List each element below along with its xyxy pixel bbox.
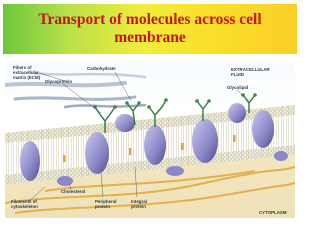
label-glycoprotein: Glycoprotein (45, 79, 73, 84)
title-line-1: Transport of molecules across cell (38, 11, 262, 28)
label-fibers-2: extracellular (13, 70, 39, 75)
title-banner (3, 4, 297, 54)
label-peripheral-1: Peripheral (95, 199, 117, 204)
label-extracellular-2: FLUID (231, 72, 244, 77)
label-cytoplasm: CYTOPLASM (259, 210, 287, 215)
label-cholesterol: Cholesterol (61, 189, 86, 194)
label-extracellular-1: EXTRACELLULAR (231, 67, 270, 72)
label-filaments-2: cytoskeleton (11, 204, 38, 209)
label-carbohydrate: Carbohydrate (87, 66, 116, 71)
title-line-2: membrane (114, 29, 186, 46)
membrane-diagram (5, 63, 295, 218)
label-integral-2: protein (131, 204, 146, 209)
label-glycolipid: Glycolipid (227, 85, 249, 90)
label-filaments-1: Filaments of (11, 199, 37, 204)
label-integral-1: Integral (131, 199, 147, 204)
label-fibers-1: Fibers of (13, 65, 32, 70)
membrane-illustration (5, 63, 295, 218)
label-fibers-3: matrix (ECM) (13, 75, 41, 80)
label-peripheral-2: protein (95, 204, 110, 209)
slide-title (3, 11, 297, 47)
